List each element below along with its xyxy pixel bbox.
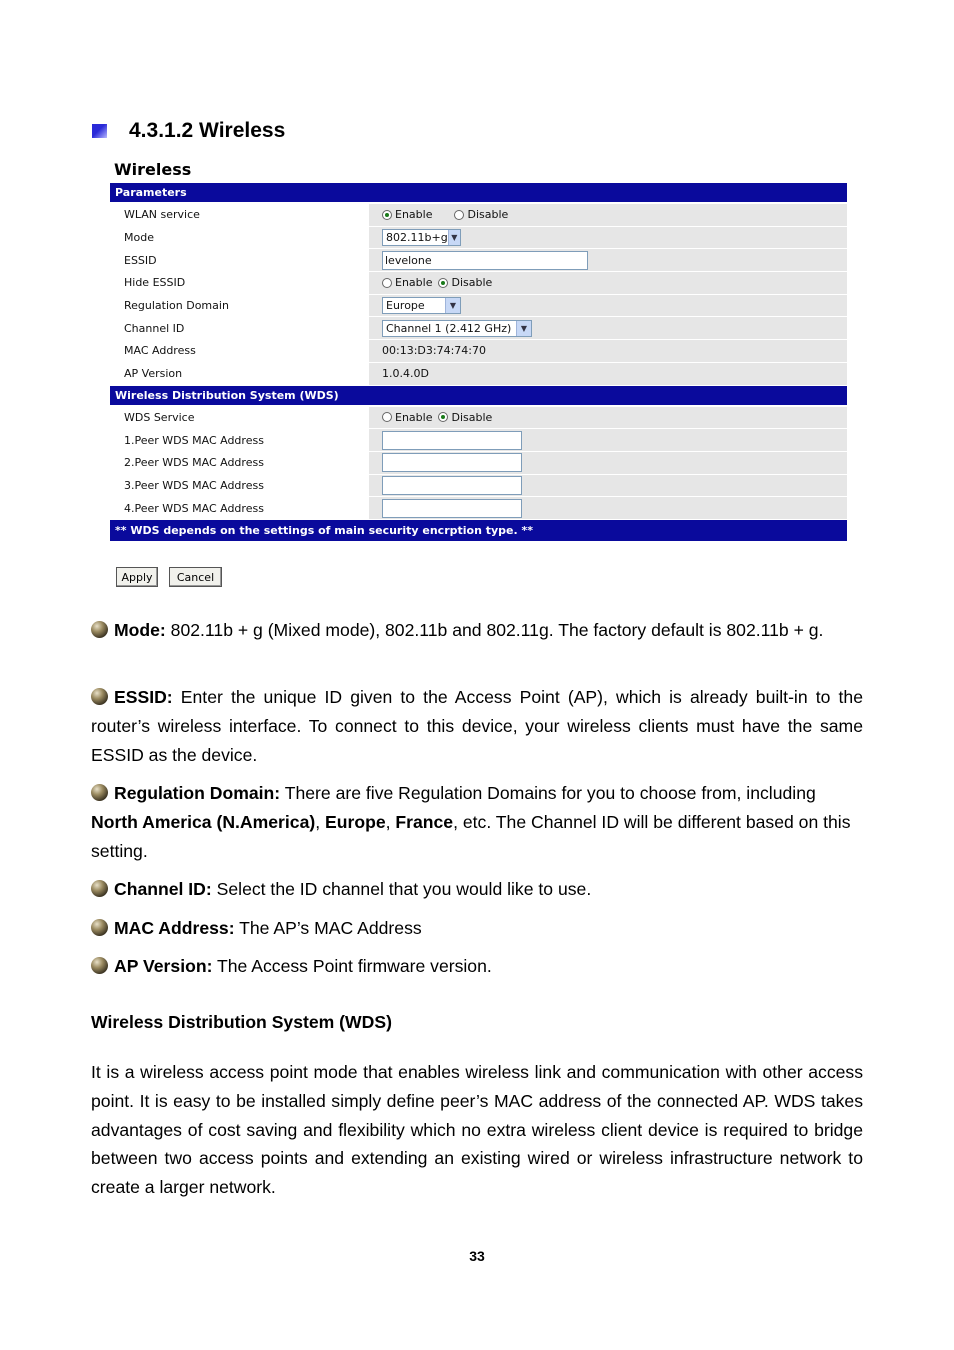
parameters-header: Parameters bbox=[110, 183, 847, 204]
row-label: 1.Peer WDS MAC Address bbox=[110, 429, 369, 451]
row-label: 2.Peer WDS MAC Address bbox=[110, 452, 369, 474]
section-title: 4.3.1.2 Wireless bbox=[129, 119, 286, 142]
row-essid bbox=[110, 249, 847, 272]
row-label: Channel ID bbox=[110, 317, 369, 339]
row-wds-service bbox=[110, 407, 847, 430]
radio-icon bbox=[382, 412, 392, 422]
mode-description: Mode: 802.11b + g (Mixed mode), 802.11b and 802.11g. The factory default is 802.11b + g. bbox=[91, 616, 863, 645]
wlan-disable-radio[interactable]: Disable bbox=[454, 208, 508, 221]
row-mode bbox=[110, 227, 847, 250]
peer-wds-mac-input-3[interactable] bbox=[382, 476, 522, 495]
wds-disable-radio[interactable]: Disable bbox=[438, 411, 492, 424]
row-peer-wds-2 bbox=[110, 452, 847, 475]
mac-address-description: MAC Address: The AP’s MAC Address bbox=[91, 914, 863, 943]
row-hide-essid bbox=[110, 272, 847, 295]
section-heading bbox=[92, 117, 285, 145]
chevron-down-icon: ▼ bbox=[445, 298, 460, 313]
regulation-domain-select[interactable]: Europe ▼ bbox=[382, 297, 461, 314]
channel-id-description: Channel ID: Select the ID channel that you would like to use. bbox=[91, 875, 863, 904]
peer-wds-mac-input-4[interactable] bbox=[382, 499, 522, 518]
wds-paragraph: It is a wireless access point mode that enables wireless link and communication with other access point. It is easy to be installed simply define peer’s MAC address of the connected AP. WDS takes advantages of cost saving and flexibility which no extra wireless client device is required to bridge between two access points and extending an existing wired or wireless infrastructure network to create a larger network. bbox=[91, 1062, 863, 1198]
row-label: MAC Address bbox=[110, 340, 369, 362]
row-label: WDS Service bbox=[110, 407, 369, 429]
cancel-button[interactable]: Cancel bbox=[169, 567, 222, 587]
round-bullet-icon bbox=[91, 957, 108, 974]
row-label: Mode bbox=[110, 227, 369, 249]
row-label: 3.Peer WDS MAC Address bbox=[110, 475, 369, 497]
row-ap-version bbox=[110, 363, 847, 386]
row-peer-wds-1 bbox=[110, 429, 847, 452]
round-bullet-icon bbox=[91, 688, 108, 705]
row-regulation-domain bbox=[110, 295, 847, 318]
panel-title: Wireless bbox=[114, 160, 192, 179]
channel-id-select[interactable]: Channel 1 (2.412 GHz) ▼ bbox=[382, 320, 532, 337]
row-label: AP Version bbox=[110, 363, 369, 385]
peer-wds-mac-input-2[interactable] bbox=[382, 453, 522, 472]
ap-version-description: AP Version: The Access Point firmware version. bbox=[91, 952, 863, 981]
regulation-domain-description: Regulation Domain: There are five Regulation Domains for you to choose from, including North America (N.America), Europe, France, etc. The Channel ID will be different based on this setting. bbox=[91, 783, 851, 861]
mode-select[interactable]: 802.11b+g ▼ bbox=[382, 229, 461, 246]
essid-description: ESSID: Enter the unique ID given to the Access Point (AP), which is already built-in to the router’s wireless interface. To connect to this device, your wireless clients must have the same ESSID as the device. bbox=[91, 687, 863, 765]
row-label: Regulation Domain bbox=[110, 295, 369, 317]
radio-selected-icon bbox=[382, 210, 392, 220]
row-peer-wds-3 bbox=[110, 475, 847, 498]
row-label: WLAN service bbox=[110, 204, 369, 226]
apply-button[interactable]: Apply bbox=[116, 567, 158, 587]
wds-footer-note: ** WDS depends on the settings of main security encrption type. ** bbox=[110, 520, 847, 541]
hide-essid-enable-radio[interactable]: Enable bbox=[382, 276, 432, 289]
wlan-enable-radio[interactable]: Enable bbox=[382, 208, 432, 221]
page-number: 33 bbox=[469, 1248, 485, 1264]
radio-selected-icon bbox=[438, 412, 448, 422]
wireless-settings-panel bbox=[110, 183, 847, 541]
wds-header: Wireless Distribution System (WDS) bbox=[110, 386, 847, 407]
round-bullet-icon bbox=[91, 621, 108, 638]
wds-enable-radio[interactable]: Enable bbox=[382, 411, 432, 424]
radio-icon bbox=[382, 278, 392, 288]
row-label: ESSID bbox=[110, 249, 369, 271]
round-bullet-icon bbox=[91, 880, 108, 897]
round-bullet-icon bbox=[91, 919, 108, 936]
row-label: 4.Peer WDS MAC Address bbox=[110, 497, 369, 519]
row-peer-wds-4 bbox=[110, 497, 847, 520]
chevron-down-icon: ▼ bbox=[448, 230, 460, 245]
radio-icon bbox=[454, 210, 464, 220]
row-wlan-service bbox=[110, 204, 847, 227]
essid-input[interactable]: levelone bbox=[382, 251, 588, 270]
row-label: Hide ESSID bbox=[110, 272, 369, 294]
hide-essid-disable-radio[interactable]: Disable bbox=[438, 276, 492, 289]
square-bullet-icon bbox=[92, 124, 107, 138]
row-mac-address bbox=[110, 340, 847, 363]
row-channel-id bbox=[110, 317, 847, 340]
mac-address-value: 00:13:D3:74:74:70 bbox=[369, 340, 847, 362]
chevron-down-icon: ▼ bbox=[516, 321, 531, 336]
round-bullet-icon bbox=[91, 784, 108, 801]
ap-version-value: 1.0.4.0D bbox=[369, 363, 847, 385]
radio-selected-icon bbox=[438, 278, 448, 288]
peer-wds-mac-input-1[interactable] bbox=[382, 431, 522, 450]
wds-section-heading: Wireless Distribution System (WDS) bbox=[91, 1012, 392, 1032]
